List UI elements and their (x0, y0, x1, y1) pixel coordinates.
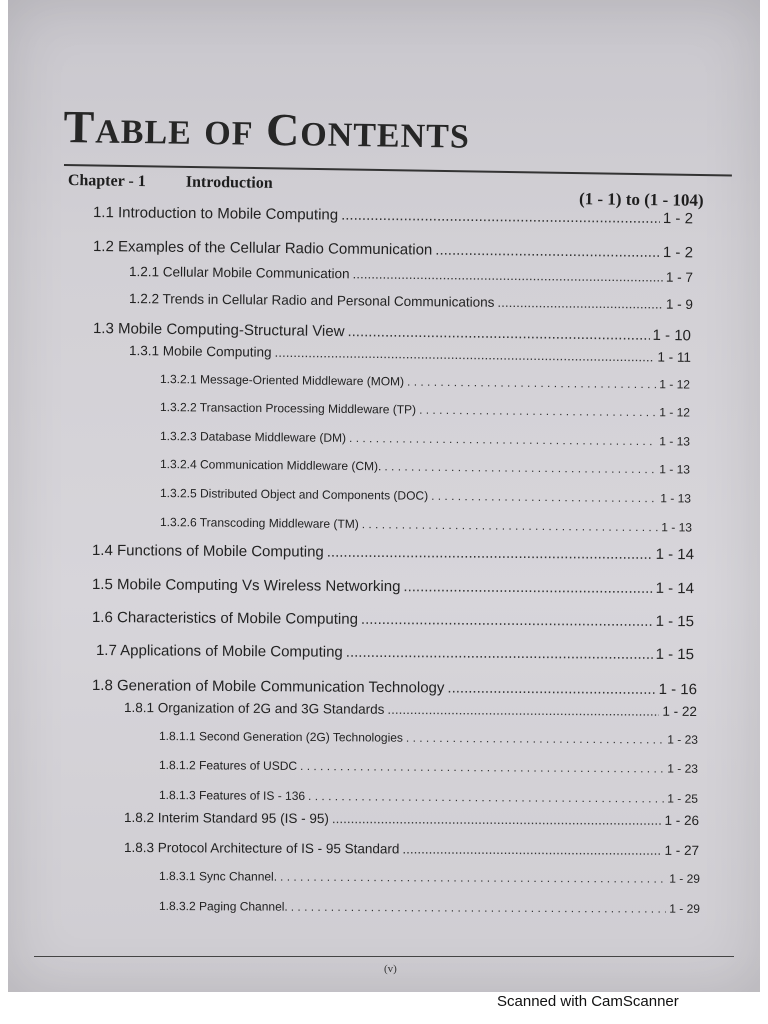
toc-entry: 1.8.1 Organization of 2G and 3G Standards ..... 1 - 22 (124, 700, 697, 719)
dot-leader (274, 345, 654, 365)
dot-leader (332, 811, 662, 828)
dot-leader (280, 870, 666, 886)
toc-entry: 1.8.3 Protocol Architecture of IS - 95 Standard ..... 1 - 27 (124, 840, 699, 858)
page-title: TABLE OF CONTENTS (63, 100, 471, 156)
dot-leader (407, 375, 656, 392)
toc-entry: 1.8 Generation of Mobile Communication Technology ..... 1 - 16 (92, 677, 697, 698)
toc-entry: 1.8.2 Interim Standard 95 (IS - 95) ..... 1 - 26 (124, 810, 699, 828)
chapter-name: Introduction (185, 173, 273, 192)
toc-entry: 1.3 Mobile Computing-Structural View ..... 1 - 10 (93, 320, 691, 344)
dot-leader (406, 731, 664, 747)
toc-entry: 1.5 Mobile Computing Vs Wireless Networking ..... 1 - 14 (92, 576, 694, 597)
toc-entry: 1.3.1 Mobile Computing ..... 1 - 11 (129, 343, 691, 365)
toc-entry: 1.2.1 Cellular Mobile Communication ..... 1 - 7 (129, 264, 693, 285)
dot-leader (403, 578, 652, 597)
dot-leader (447, 679, 655, 697)
toc-entry: 1.8.3.2 Paging Channel. . . . 1 - 29 (159, 899, 700, 916)
dot-leader (402, 841, 661, 857)
dot-leader (327, 544, 653, 563)
page-number: (v) (384, 963, 397, 975)
dot-leader (346, 644, 653, 663)
scanner-watermark: Scanned with CamScanner (497, 993, 679, 1010)
dot-leader (387, 702, 659, 719)
dot-leader (349, 431, 656, 448)
toc-entry: 1.8.1.2 Features of USDC . . . 1 - 23 (159, 758, 698, 776)
dot-leader (353, 266, 664, 284)
toc-entry: 1.7 Applications of Mobile Computing ..... 1 - 15 (96, 642, 694, 663)
toc-entry: 1.3.2.1 Message-Oriented Middleware (MOM) . . . 1 - 12 (160, 372, 690, 392)
toc-entry: 1.8.1.1 Second Generation (2G) Technologies . . . 1 - 23 (159, 729, 698, 747)
toc-entry: 1.2 Examples of the Cellular Radio Communication ..... 1 - 2 (93, 238, 693, 261)
chapter-number: Chapter - 1 (67, 172, 146, 191)
dot-leader (362, 517, 659, 534)
footer-rule (34, 956, 734, 957)
toc-entry: 1.1 Introduction to Mobile Computing ..... 1 - 2 (93, 204, 693, 227)
dot-leader (435, 242, 660, 261)
dot-leader (341, 207, 660, 227)
toc-entry: 1.3.2.2 Transaction Processing Middleware (TP) . . . 1 - 12 (160, 400, 690, 420)
dot-leader (419, 403, 656, 419)
dot-leader (300, 759, 664, 776)
scanned-page (8, 0, 760, 992)
toc-entry: 1.2.2 Trends in Cellular Radio and Personal Communications ..... 1 - 9 (129, 291, 693, 312)
toc-entry: 1.3.2.4 Communication Middleware (CM). . . . 1 - 13 (160, 457, 690, 477)
dot-leader (347, 323, 649, 344)
toc-entry: 1.3.2.5 Distributed Object and Components (DOC) . . . 1 - 13 (160, 486, 691, 506)
dot-leader (361, 611, 653, 630)
toc-entry: 1.8.3.1 Sync Channel. . . . 1 - 29 (159, 869, 700, 886)
dot-leader (431, 489, 657, 505)
toc-entry: 1.4 Functions of Mobile Computing ..... 1 - 14 (92, 542, 694, 563)
toc-entry: 1.8.1.3 Features of IS - 136 . . . 1 - 25 (159, 788, 698, 806)
dot-leader (308, 789, 664, 805)
dot-leader (497, 295, 663, 312)
dot-leader (291, 900, 667, 916)
dot-leader (384, 459, 656, 476)
chapter-page-range: (1 - 1) to (1 - 104) (578, 189, 704, 210)
title-rule (64, 164, 732, 176)
toc-entry: 1.3.2.6 Transcoding Middleware (TM) . . . 1 - 13 (160, 515, 692, 535)
toc-entry: 1.6 Characteristics of Mobile Computing ..... 1 - 15 (92, 609, 694, 630)
toc-entry: 1.3.2.3 Database Middleware (DM) . . . 1 - 13 (160, 429, 690, 449)
